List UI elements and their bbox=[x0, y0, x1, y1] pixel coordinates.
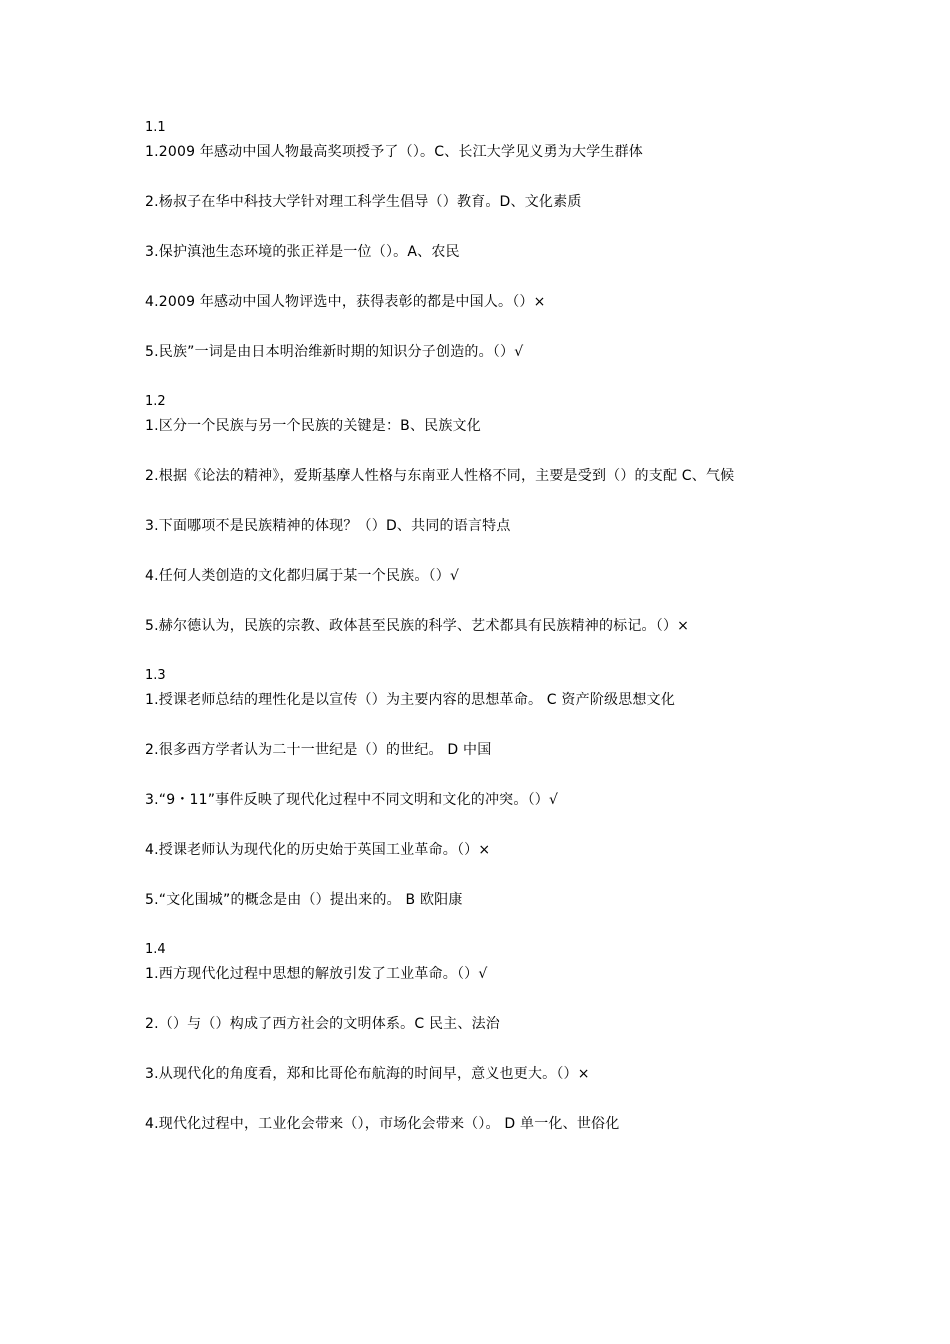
section-1-4 bbox=[145, 938, 810, 1137]
question-item: 5.赫尔德认为，民族的宗教、政体甚至民族的科学、艺术都具有民族精神的标记。（）× bbox=[145, 618, 690, 634]
section-1-1 bbox=[145, 116, 810, 365]
question-item: 1.西方现代化过程中思想的解放引发了工业革命。（）√ bbox=[145, 966, 488, 982]
document-content bbox=[145, 116, 810, 1162]
section-heading: 1.3 bbox=[145, 668, 166, 683]
question-item: 5.“文化围城”的概念是由（）提出来的。 B 欧阳康 bbox=[145, 892, 463, 908]
section-1-2 bbox=[145, 390, 810, 639]
question-item: 5.民族”一词是由日本明治维新时期的知识分子创造的。（）√ bbox=[145, 344, 524, 360]
question-item: 2.很多西方学者认为二十一世纪是（）的世纪。 D 中国 bbox=[145, 742, 492, 758]
section-heading: 1.2 bbox=[145, 394, 166, 409]
question-item: 3.下面哪项不是民族精神的体现？（）D、共同的语言特点 bbox=[145, 518, 511, 534]
question-item: 4.任何人类创造的文化都归属于某一个民族。（）√ bbox=[145, 568, 460, 584]
question-item: 3.从现代化的角度看，郑和比哥伦布航海的时间早，意义也更大。（）× bbox=[145, 1066, 590, 1082]
question-item: 2.杨叔子在华中科技大学针对理工科学生倡导（）教育。D、文化素质 bbox=[145, 194, 582, 210]
question-item: 4.2009 年感动中国人物评选中，获得表彰的都是中国人。（）× bbox=[145, 294, 546, 310]
section-1-3 bbox=[145, 664, 810, 913]
question-item: 2.根据《论法的精神》，爱斯基摩人性格与东南亚人性格不同，主要是受到（）的支配 C、气候 bbox=[145, 468, 735, 484]
question-item: 4.现代化过程中，工业化会带来（），市场化会带来（）。 D 单一化、世俗化 bbox=[145, 1116, 620, 1132]
question-item: 3.保护滇池生态环境的张正祥是一位（）。A、农民 bbox=[145, 244, 460, 260]
section-heading: 1.1 bbox=[145, 120, 166, 135]
question-item: 2.（）与（）构成了西方社会的文明体系。C 民主、法治 bbox=[145, 1016, 500, 1032]
question-item: 3.“9・11”事件反映了现代化过程中不同文明和文化的冲突。（）√ bbox=[145, 792, 559, 808]
question-item: 4.授课老师认为现代化的历史始于英国工业革命。（）× bbox=[145, 842, 491, 858]
question-item: 1.授课老师总结的理性化是以宣传（）为主要内容的思想革命。 C 资产阶级思想文化 bbox=[145, 692, 676, 708]
question-item: 1.2009 年感动中国人物最高奖项授予了（）。C、长江大学见义勇为大学生群体 bbox=[145, 144, 644, 160]
section-heading: 1.4 bbox=[145, 942, 166, 957]
question-item: 1.区分一个民族与另一个民族的关键是：B、民族文化 bbox=[145, 418, 481, 434]
